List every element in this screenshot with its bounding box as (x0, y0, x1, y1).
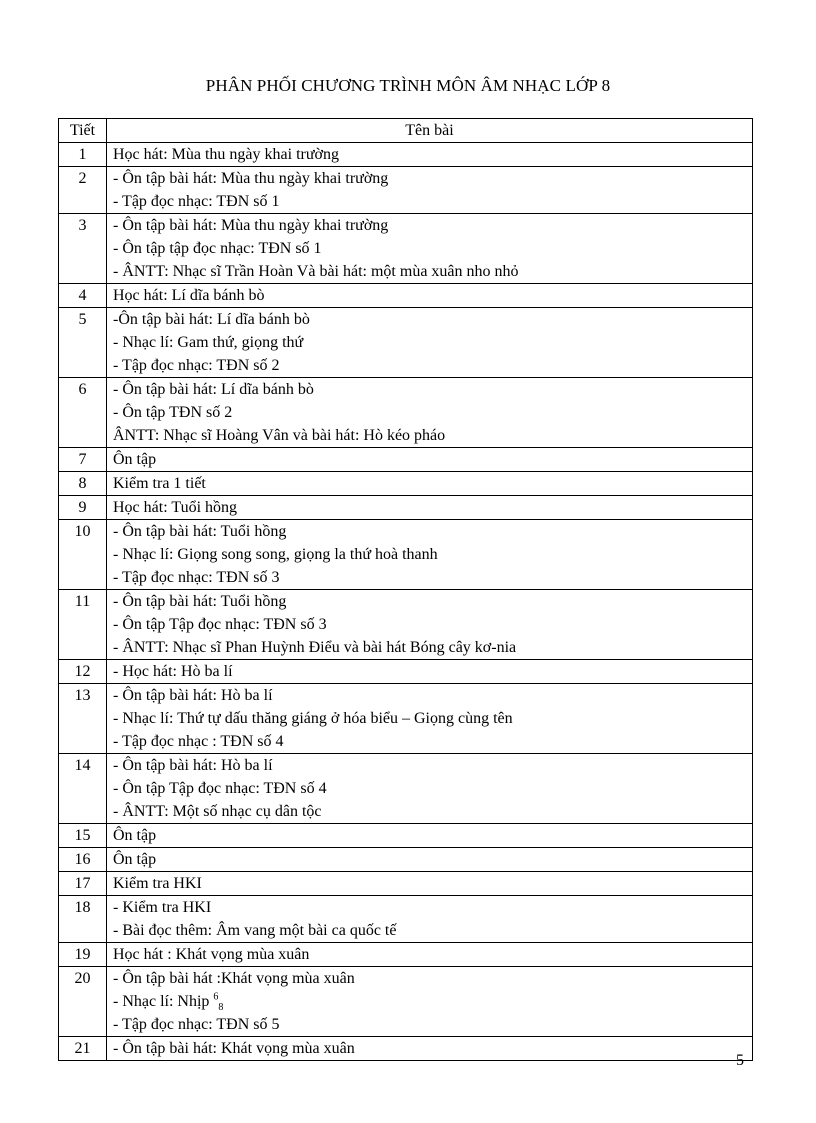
row-ten-bai (107, 496, 753, 520)
row-tiet: 13 (59, 684, 107, 754)
row-ten-bai (107, 660, 753, 684)
lesson-line: Ôn tập (113, 451, 157, 468)
lesson-line: Kiểm tra 1 tiết (113, 475, 206, 492)
lesson-line: Học hát: Tuổi hồng (113, 499, 238, 516)
lesson-line: - Tập đọc nhạc : TĐN số 4 (113, 733, 284, 750)
row-tiet: 15 (59, 824, 107, 848)
table-row (59, 143, 753, 167)
lesson-line: Học hát : Khát vọng mùa xuân (113, 946, 310, 963)
table-row (59, 684, 753, 754)
row-tiet: 14 (59, 754, 107, 824)
lesson-line: - Nhạc lí: Nhịp $^6_8$ (113, 991, 224, 1014)
row-ten-bai (107, 1037, 753, 1061)
table-row (59, 308, 753, 378)
lesson-line: Học hát: Lí dĩa bánh bò (113, 287, 265, 304)
lesson-line: - ÂNTT: Nhạc sĩ Phan Huỳnh Điểu và bài hát Bóng cây kơ-nia (113, 639, 517, 656)
table-row (59, 1037, 753, 1061)
lesson-table (58, 118, 753, 1061)
row-ten-bai (107, 896, 753, 943)
row-ten-bai (107, 848, 753, 872)
page-title: PHÂN PHỐI CHƯƠNG TRÌNH MÔN ÂM NHẠC LỚP 8 (205, 76, 611, 95)
lesson-line: - Ôn tập bài hát: Mùa thu ngày khai trường (113, 217, 389, 234)
lesson-line: - Ôn tập Tập đọc nhạc: TĐN số 3 (113, 616, 327, 633)
lesson-line: - Tập đọc nhạc: TĐN số 3 (113, 569, 280, 586)
table-row (59, 967, 753, 1037)
row-tiet: 2 (59, 167, 107, 214)
meter-bottom: 8 (218, 1002, 224, 1014)
lesson-line: Ôn tập (113, 851, 157, 868)
table-row (59, 848, 753, 872)
row-tiet: 18 (59, 896, 107, 943)
lesson-line: - Ôn tập bài hát: Mùa thu ngày khai trường (113, 170, 389, 187)
row-ten-bai (107, 872, 753, 896)
lesson-line: - Ôn tập bài hát: Tuổi hồng (113, 523, 287, 540)
row-ten-bai (107, 167, 753, 214)
table-body (59, 143, 753, 1061)
page-number: 5 (736, 1052, 744, 1069)
table-row (59, 660, 753, 684)
table-row (59, 496, 753, 520)
lesson-line: Học hát: Mùa thu ngày khai trường (113, 146, 339, 163)
row-ten-bai (107, 308, 753, 378)
table-row (59, 896, 753, 943)
lesson-line: - Nhạc lí: Gam thứ, giọng thứ (113, 334, 304, 351)
table-row (59, 167, 753, 214)
row-tiet: 7 (59, 448, 107, 472)
lesson-line: - Ôn tập bài hát: Khát vọng mùa xuân (113, 1040, 355, 1057)
lesson-line: - Bài đọc thêm: Âm vang một bài ca quốc tế (113, 922, 397, 939)
row-ten-bai (107, 943, 753, 967)
table-row (59, 284, 753, 308)
row-ten-bai (107, 378, 753, 448)
table-row (59, 754, 753, 824)
table-row (59, 448, 753, 472)
lesson-line: - Nhạc lí: Giọng song song, giọng la thứ hoà thanh (113, 546, 438, 563)
row-ten-bai (107, 284, 753, 308)
meter-top: 6 (213, 991, 219, 1003)
row-tiet: 12 (59, 660, 107, 684)
table-row (59, 590, 753, 660)
header-ten-bai: Tên bài (107, 119, 753, 143)
row-ten-bai (107, 448, 753, 472)
lesson-line: - Tập đọc nhạc: TĐN số 1 (113, 193, 280, 210)
table-header-row (59, 119, 753, 143)
row-ten-bai (107, 472, 753, 496)
table-row (59, 943, 753, 967)
lesson-line: - Ôn tập bài hát: Lí dĩa bánh bò (113, 381, 314, 398)
row-tiet: 20 (59, 967, 107, 1037)
row-tiet: 4 (59, 284, 107, 308)
row-ten-bai (107, 754, 753, 824)
lesson-line: - Ôn tập bài hát: Hò ba lí (113, 757, 273, 774)
lesson-line: - Ôn tập bài hát: Tuổi hồng (113, 593, 287, 610)
row-ten-bai (107, 684, 753, 754)
lesson-line: Ôn tập (113, 827, 157, 844)
lesson-line: - Tập đọc nhạc: TĐN số 2 (113, 357, 280, 374)
row-ten-bai (107, 590, 753, 660)
row-tiet: 1 (59, 143, 107, 167)
lesson-line: ÂNTT: Nhạc sĩ Hoàng Vân và bài hát: Hò kéo pháo (113, 427, 446, 444)
lesson-line: - ÂNTT: Nhạc sĩ Trần Hoàn Và bài hát: một mùa xuân nho nhỏ (113, 263, 519, 280)
row-tiet: 16 (59, 848, 107, 872)
lesson-line: - Học hát: Hò ba lí (113, 663, 233, 680)
header-tiet: Tiết (59, 119, 107, 143)
lesson-line: - Ôn tập TĐN số 2 (113, 404, 233, 421)
lesson-line: - Tập đọc nhạc: TĐN số 5 (113, 1016, 280, 1033)
lesson-line: - Ôn tập tập đọc nhạc: TĐN số 1 (113, 240, 322, 257)
row-ten-bai (107, 967, 753, 1037)
table-row (59, 824, 753, 848)
row-tiet: 10 (59, 520, 107, 590)
row-tiet: 6 (59, 378, 107, 448)
row-tiet: 21 (59, 1037, 107, 1061)
lesson-line: Kiểm tra HKI (113, 875, 202, 892)
row-ten-bai (107, 824, 753, 848)
lesson-line: -Ôn tập bài hát: Lí dĩa bánh bò (113, 311, 310, 328)
row-tiet: 11 (59, 590, 107, 660)
lesson-line: - Ôn tập bài hát :Khát vọng mùa xuân (113, 970, 355, 987)
row-tiet: 9 (59, 496, 107, 520)
table-row (59, 872, 753, 896)
row-tiet: 5 (59, 308, 107, 378)
row-ten-bai (107, 214, 753, 284)
row-ten-bai (107, 520, 753, 590)
lesson-line: - Ôn tập bài hát: Hò ba lí (113, 687, 273, 704)
table-row (59, 472, 753, 496)
table-row (59, 378, 753, 448)
row-tiet: 8 (59, 472, 107, 496)
lesson-line: - Kiểm tra HKI (113, 899, 212, 916)
row-ten-bai (107, 143, 753, 167)
lesson-line: - Ôn tập Tập đọc nhạc: TĐN số 4 (113, 780, 327, 797)
row-tiet: 19 (59, 943, 107, 967)
row-tiet: 3 (59, 214, 107, 284)
table-row (59, 520, 753, 590)
row-tiet: 17 (59, 872, 107, 896)
lesson-line: - ÂNTT: Một số nhạc cụ dân tộc (113, 803, 322, 820)
table-row (59, 214, 753, 284)
lesson-line: - Nhạc lí: Thứ tự dấu thăng giáng ở hóa biểu – Giọng cùng tên (113, 710, 513, 727)
